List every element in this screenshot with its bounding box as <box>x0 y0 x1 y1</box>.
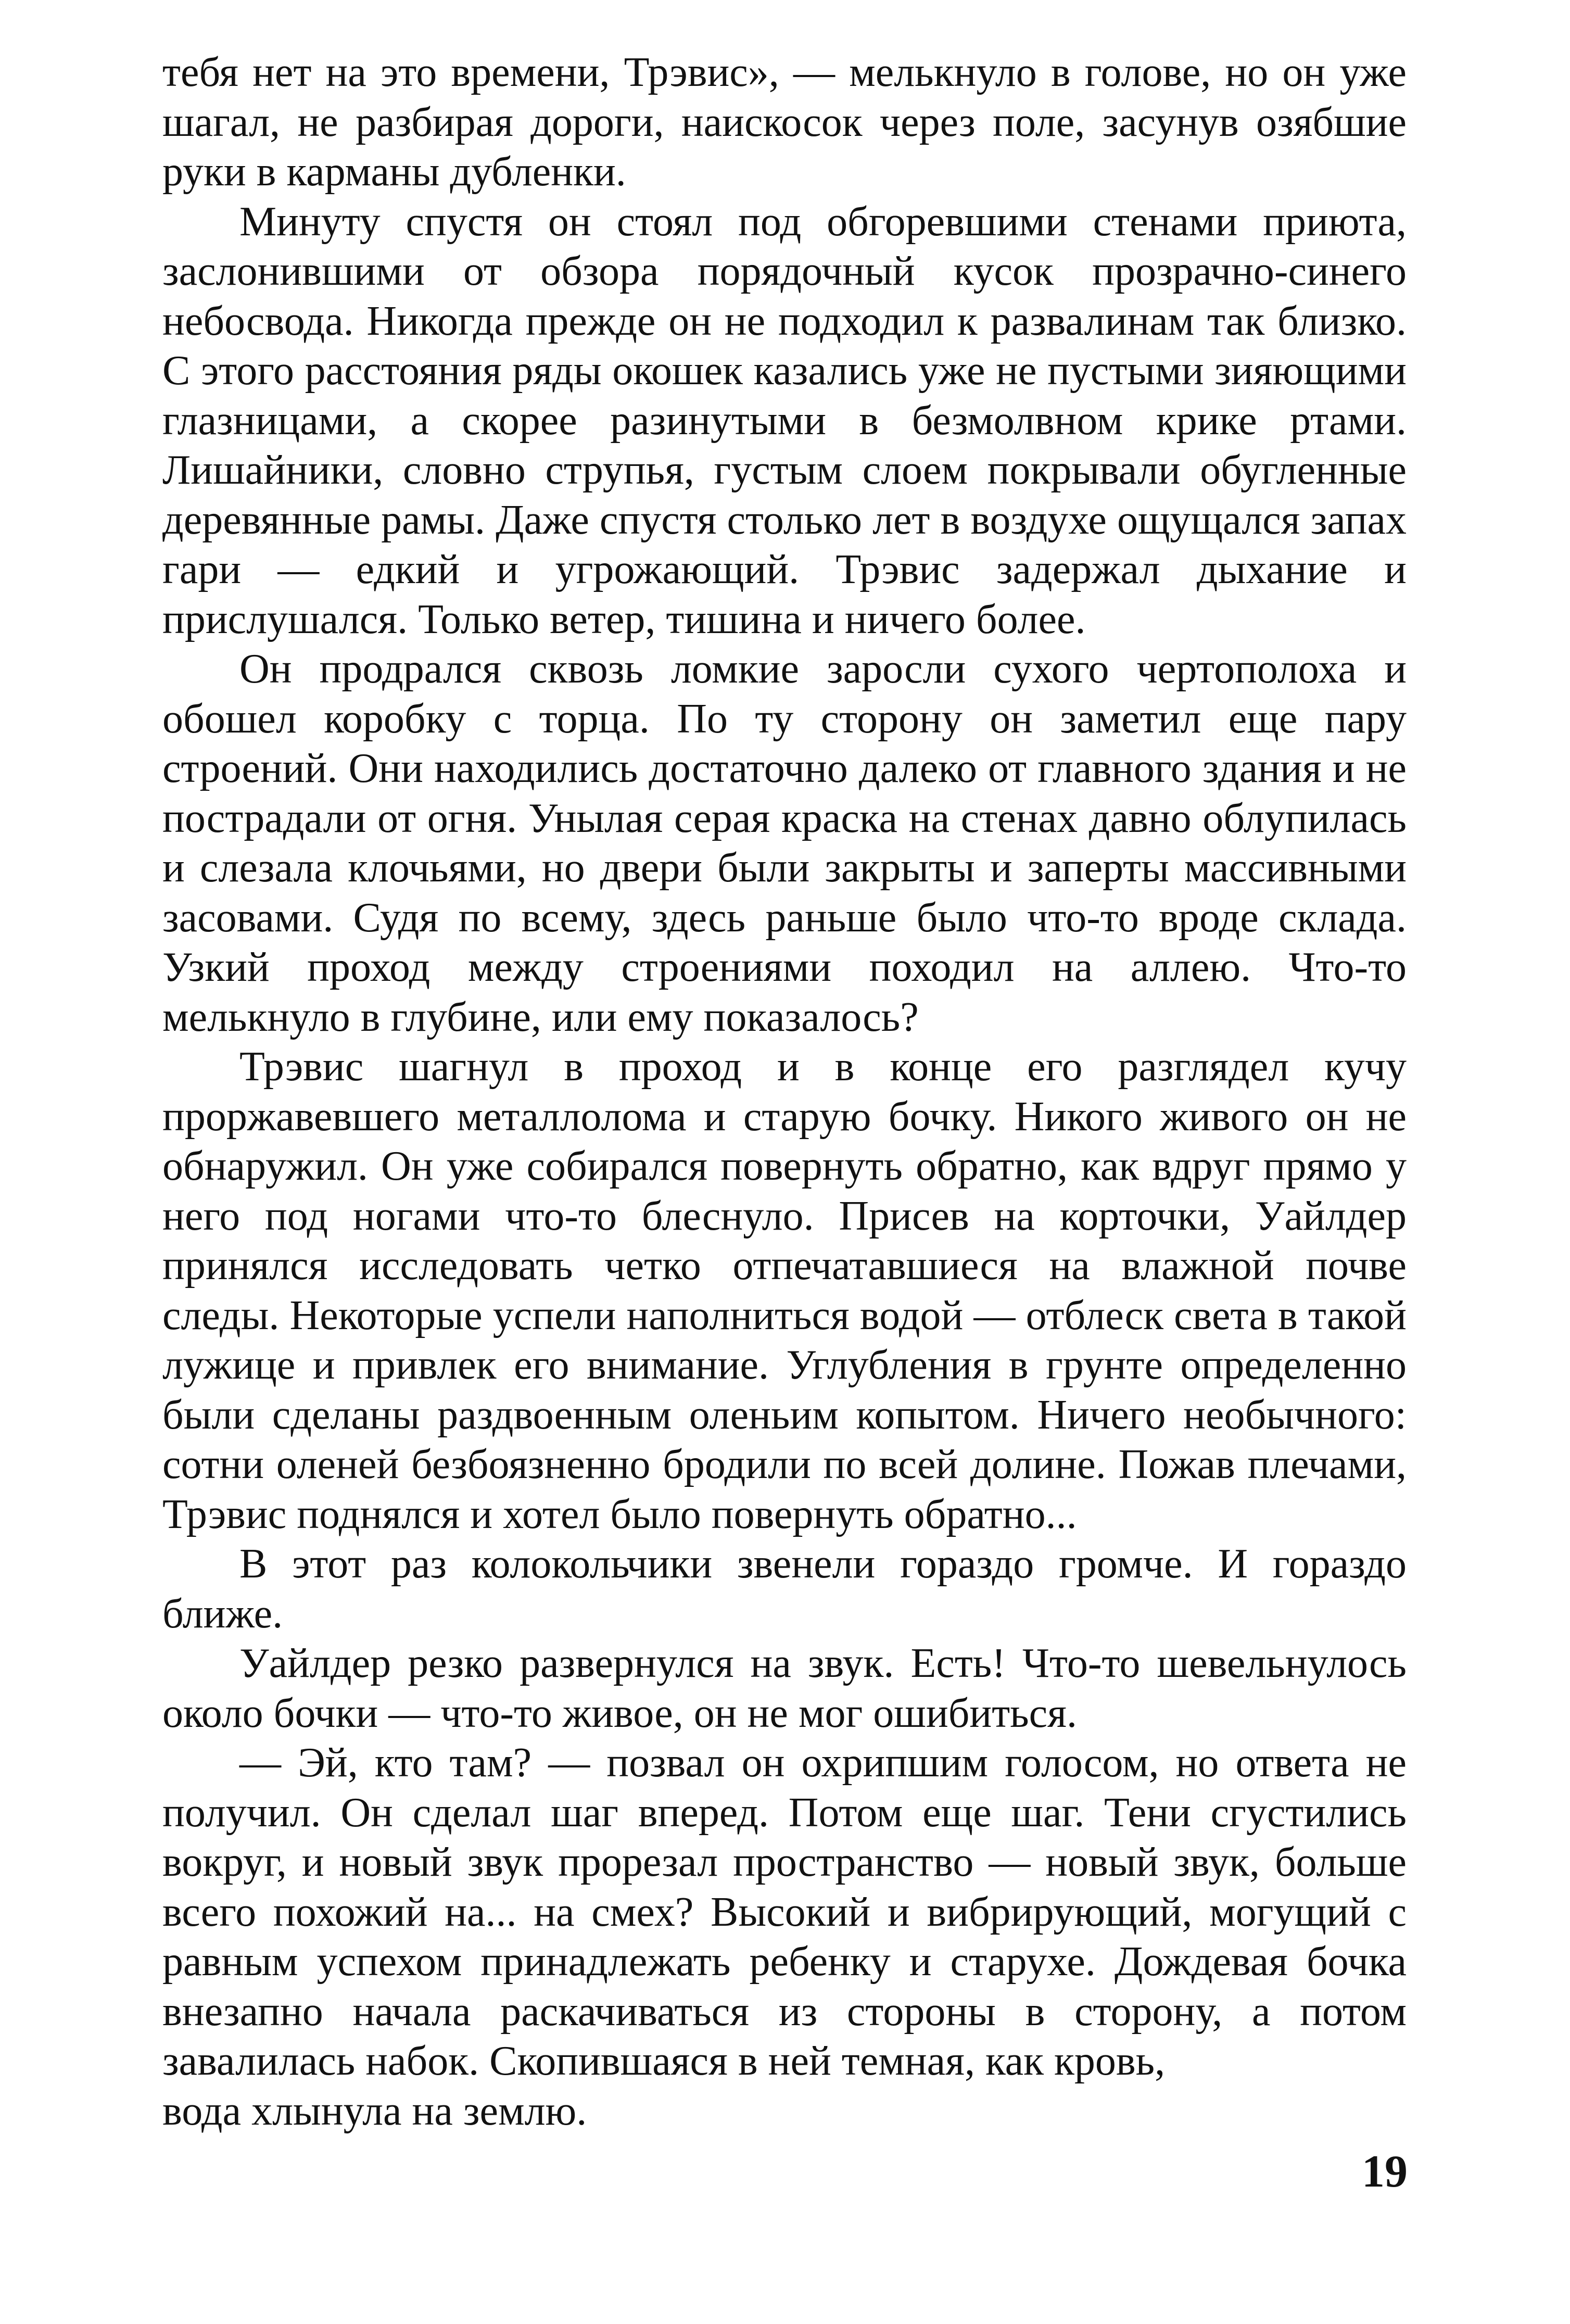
paragraph: Трэвис шагнул в проход и в конце его разглядел кучу проржавевшего металлолома и старую бочку. Никого живого он не обнаружил. Он уже собирался повернуть обратно, как вдруг прямо у него под ногами что-то блеснуло. Присев на корточки, Уайлдер принялся исследовать четко отпечатавшиеся на влажной почве следы. Некоторые успели наполниться водой — отблеск света в такой лужице и привлек его внимание. Углубления в грунте определенно были сделаны раздвоенным оленьим копытом. Ничего необычного: сотни оленей безбоязненно бродили по всей долине. Пожав плечами, Трэвис поднялся и хотел было повернуть обратно... <box>162 1044 1407 1537</box>
paragraph: Уайлдер резко развернулся на звук. Есть! Что-то шевельнулось около бочки — что-то живое, он не мог ошибиться. <box>162 1640 1407 1736</box>
paragraph: Минуту спустя он стоял под обгоревшими стенами приюта, заслонившими от обзора порядочный кусок прозрачно-синего небосвода. Никогда прежде он не подходил к развалинам так близко. С этого расстояния ряды окошек казались уже не пустыми зияющими глазницами, а скорее разинутыми в безмолвном крике ртами. Лишайники, словно струпья, густым слоем покрывали обугленные деревянные рамы. Даже спустя столько лет в воздухе ощущался запах гари — едкий и угрожающий. Трэвис задержал дыхание и прислушался. Только ветер, тишина и ничего более. <box>162 198 1407 642</box>
body-text <box>162 48 1407 2136</box>
paragraph: В этот раз колокольчики звенели гораздо громче. И гораздо ближе. <box>162 1541 1407 1637</box>
paragraph: — Эй, кто там? — позвал он охрипшим голосом, но ответа не получил. Он сделал шаг вперед. Потом еще шаг. Тени сгустились вокруг, и новый звук прорезал пространство — новый звук, больше всего похожий на... на смех? Высокий и вибрирующий, могущий с равным успехом принадлежать ребенку и старухе. Дождевая бочка внезапно начала раскачиваться из стороны в сторону, а потом завалилась набок. Скопившаяся в ней темная, как кровь, <box>162 1740 1407 2084</box>
paragraph: тебя нет на это времени, Трэвис», — мелькнуло в голове, но он уже шагал, не разбирая дороги, наискосок через поле, засунув озябшие руки в карманы дубленки. <box>162 49 1407 195</box>
paragraph-last-line: вода хлынула на землю. <box>162 2088 587 2134</box>
paragraph: Он продрался сквозь ломкие заросли сухого чертополоха и обошел коробку с торца. По ту сторону он заметил еще пару строений. Они находились достаточно далеко от главного здания и не пострадали от огня. Унылая серая краска на стенах давно облупилась и слезала клочьями, но двери были закрыты и заперты массивными засовами. Судя по всему, здесь раньше было что-то вроде склада. Узкий проход между строениями походил на аллею. Что-то мелькнуло в глубине, или ему показалось? <box>162 646 1407 1040</box>
page-number: 19 <box>1362 2146 1408 2197</box>
